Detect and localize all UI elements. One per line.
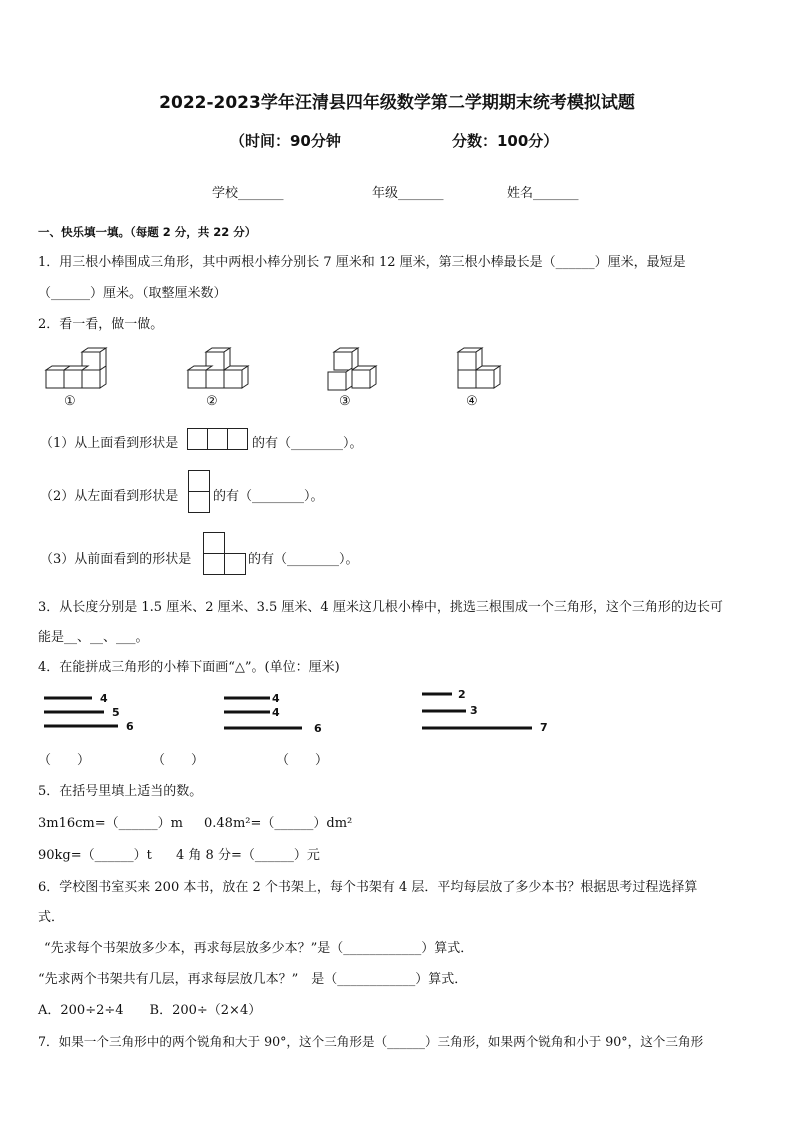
cube-figure-4 — [456, 348, 500, 390]
stick-group-3 — [418, 686, 548, 736]
stick-length: 5 — [112, 706, 120, 719]
answer-blank-2: （ ） — [152, 753, 205, 768]
stick-length: 6 — [126, 720, 134, 733]
figure-label-3: ③ — [339, 394, 351, 409]
grade-field: 年级_______ — [372, 186, 444, 201]
q1-line1: 1．用三根小棒围成三角形，其中两根小棒分别长 7 厘米和 12 厘米，第三根小棒最长是（______）厘米，最短是 — [38, 255, 686, 270]
answer-blank-3: （ ） — [276, 753, 329, 768]
exam-score: 分数：100分） — [452, 132, 559, 150]
cube-figure-3 — [326, 348, 376, 390]
section-heading: 一、快乐填一填。（每题 2 分，共 22 分） — [38, 225, 257, 239]
q3-line2: 能是__、__、___。 — [38, 630, 149, 645]
answer-blank-1: （ ） — [38, 753, 91, 768]
q1-line2: （______）厘米。（取整厘米数） — [38, 286, 227, 301]
q2-intro: 2．看一看，做一做。 — [38, 317, 164, 332]
cube-figure-2 — [186, 348, 248, 390]
q6-line3: “先求每个书架放多少本，再求每层放多少本？”是（____________）算式． — [44, 941, 474, 956]
stick-length: 2 — [458, 688, 466, 701]
q5-item-c: 90kg=（______）t — [38, 848, 152, 863]
q3-line1: 3．从长度分别是 1.5 厘米、2 厘米、3.5 厘米、4 厘米这几根小棒中，挑选三根围成一个三角形，这个三角形的边长可 — [38, 600, 723, 615]
q6-line1: 6．学校图书室买来 200 本书，放在 2 个书架上，每个书架有 4 层．平均每层放了多少本书？根据思考过程选择算 — [38, 880, 698, 895]
q6-line4: “先求两个书架共有几层，再求每层放几本？” 是（____________）算式． — [38, 972, 468, 987]
stick-length: 6 — [314, 722, 322, 735]
q7-line1: 7．如果一个三角形中的两个锐角和大于 90°，这个三角形是（______）三角形，如果两个锐角和小于 90°，这个三角形 — [38, 1034, 704, 1049]
cube-figure-1 — [44, 348, 106, 390]
q2-part1-answer: 的有（________）。 — [252, 436, 363, 451]
figure-label-2: ② — [206, 394, 218, 409]
stick-length: 7 — [540, 721, 548, 734]
q5-intro: 5．在括号里填上适当的数。 — [38, 784, 203, 799]
q5-item-b: 0.48m²=（______）dm² — [204, 816, 353, 831]
q2-part1: （1）从上面看到形状是 — [40, 436, 179, 451]
exam-time: （时间：90分钟 — [230, 132, 341, 150]
figure-label-1: ① — [64, 394, 76, 409]
q6-line2: 式． — [38, 910, 65, 925]
front-view-shape — [203, 532, 247, 576]
q2-part3: （3）从前面看到的形状是 — [40, 552, 192, 567]
q6-options: A．200÷2÷4 B．200÷（2×4） — [38, 1003, 262, 1018]
stick-length: 4 — [272, 706, 280, 719]
top-view-shape — [187, 428, 249, 450]
q2-part2-answer: 的有（________）。 — [213, 489, 324, 504]
q2-part2: （2）从左面看到形状是 — [40, 489, 179, 504]
school-field: 学校_______ — [212, 186, 284, 201]
stick-length: 4 — [100, 692, 108, 705]
name-field: 姓名_______ — [507, 186, 579, 201]
figure-label-4: ④ — [466, 394, 478, 409]
page-title: 2022-2023学年汪清县四年级数学第二学期期末统考模拟试题 — [159, 93, 635, 113]
q5-item-a: 3m16cm=（______）m — [38, 816, 183, 831]
left-view-shape — [188, 470, 210, 514]
stick-length: 4 — [272, 692, 280, 705]
q2-part3-answer: 的有（________）。 — [248, 552, 359, 567]
stick-length: 3 — [470, 704, 478, 717]
q4-intro: 4．在能拼成三角形的小棒下面画“△”。(单位：厘米) — [38, 660, 340, 675]
q5-item-d: 4 角 8 分=（______）元 — [176, 848, 320, 863]
